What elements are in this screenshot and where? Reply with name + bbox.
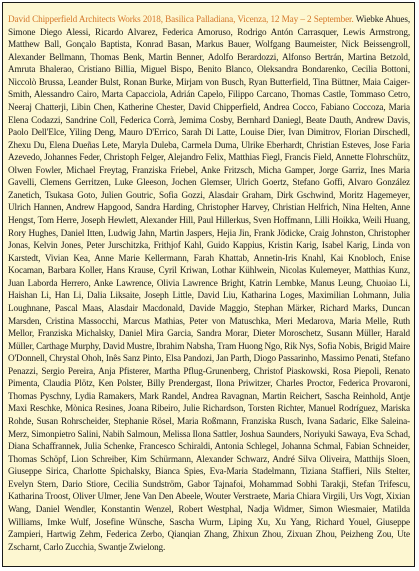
names-list: Wiebke Ahues, Simone Diego Alessi, Ricardo Alvarez, Federica Amoruso, Rodrigo Antón Carrasquer, Lewis Armstrong, Matthew Ball, Gonçalo Baptista, Konrad Basan, Markus Bauer, Wolfgang Baumeister, Nick Beissengroll, Alexander Bellmann, Thomas Benk, Martin Benner, Adolfo Berardozzi, Alfonso Bertrán, Martina Betzold, Amruta Bhalerao, Cristiano Billia, Miguel Bispo, Benito Blanco, Oleksandra Bondarenko, Cecilia Bottoni, Niccolò Brussa, Leander Bulst, Ronan Burke, Mirjam von Busch, Ryan Butterfield, Tina Büttner, Maia Caiger-Smith, Alessandro Cairo, Marta Capacciola, Adrián Capelo, Filippo Carcano, Thomas Castle, Tommaso Cetro, Neeraj Chatterji, Libin Chen, Katherine Chester, David Chipperfield, Andrea Cocco, Fabiano Coccoza, Maria Elena Codazzi, Sandrine Coll, Federica Corrà, Jemima Cosby, Bernhard Daniegl, Beate Dauth, Andrew Davis, Paolo Dell'Elce, Yiling Deng, Mauro D'Errico, Sarah Di Latte, Louise Dier, Ivan Dimitrov, Florian Dirschedl, Zhexu Du, Elena Dueñas Lete, Maryla Duleba, Carmela Duma, Ulrike Eberhardt, Christian Esteves, Jose Faria Azevedo, Johannes Feder, Christoph Felger, Alejandro Felix, Matthias Fiegl, Francis Field, Annette Flohrschütz, Olwen Fowler, Michael Freytag, Franziska Friebel, Anke Fritzsch, Micha Gamper, Jorge Garriz, Ines Maria Gavelli, Clemens Gerritzen, Luke Gleeson, Jochen Glemser, Ulrich Goertz, Stefano Goffi, Alvaro González Zanetich, Tsukasa Goto, Julien Goutric, Sofia Gozzi, Alasdair Graham, Dirk Gschwind, Moritz Hagemeyer, Ulrich Hannen, Andrew Hapgood, Sandra Harding, Christopher Harvey, Christian Helfrich, Nina Helten, Anne Hengst, Tom Herre, Joseph Hewlett, Alexander Hill, Paul Hillerkus, Sven Hoffmann, Lilli Hoikka, Weili Huang, Rory Hughes, Daniel Itten, Ludwig Jahn, Martin Jaspers, Hejia Jin, Frank Jödicke, Craig Johnston, Christopher Jonas, Kelvin Jones, Peter Jurschitzka, Frithjof Kahl, Guido Kappius, Kristin Karig, Isabel Karig, Linda von Karstedt, Vivian Kea, Anne Marie Kellermann, Farah Khattab, Annetin-Iris Knahl, Kai Knobloch, Enise Kocaman, Barbara Koller, Hans Krause, Cyril Kriwan, Lothar Kühlwein, Nicolas Kulemeyer, Matthias Kunz, Juan Laborda Herrero, Anke Lawrence, Olivia Lawrence Bright, Katrin Lembke, Manus Leung, Chuoiao Li, Haishan Li, Han Li, Dalia Liksaite, Joseph Little, David Liu, Katharina Loges, Maximilian Lohmann, Julia Loughnane, Pascal Maas, Alasdair Macdonald, Davide Maggio, Stephan Märker, Richard Marks, Duncan Marsden, Cristina Massocchi, Marcus Mathias, Peter von Matuschka, Meri Medarova, Maria Melle, Ruth Mellor, Franziska Michalsky, Daniel Mira Garcia, Sandra Morar, Dieter Moroschetz, Susann Müller, Harald Müller, Carthage Murphy, David Mustre, Ibrahim Nabsha, Tram Huong Ngo, Rik Nys, Sofia Nobis, Brigid Maire O'Donnell, Chrystal Ohoh, Inês Sanz Pinto, Elsa Pandozi, Jan Parth, Diogo Passarinho, Massimo Penati, Stefano Penazzi, Sergio Pereira, Anja Pfisterer, Martha Pflug-Grunenberg, Christof Piaskowski, Rosa Piepoli, Renato Pimenta, Claudia Plötz, Ken Polster, Billy Prendergast, Ilona Priwitzer, Charles Proctor, Federica Provaroni, Thomas Pyschny, Lydia Ramakers, Mark Randel, Andrea Ravagnan, Martin Reichert, Sascha Reinhold, Antje Maxi Reschke, Mònica Resines, Joana Ribeiro, Julie Richardson, Torsten Richter, Manuel Rodríguez, Mariska Rohde, Susan Rohrscheider, Stephanie Rösel, Maria Roßmann, Franziska Rusch, Ivana Sadaric, Elke Saleina-Merz, Simonpietro Salini, Nabih Salmoun, Melissa Ilona Sattler, Joshua Saunders, Noriyuki Sawaya, Eva Schad, Diana Schaffrannek, Julia Schenke, Francesco Schiraldi, Antonia Schlegel, Johanna Schmal, Fabian Schneider, Thomas Schöpf, Lion Schreiber, Kim Schürmann, Alexander Schwarz, André Silva Oliveira, Matthijs Sloen, Giuseppe Sirica, Charlotte Spichalsky, Bianca Spies, Eva-Maria Stadelmann, Tiziana Staffieri, Nils Stelter, Evelyn Stern, Dario Stiore, Cecilia Sundström, Gabor Tajnafoi, Mohammad Sobhi Tarakji, Stefan Trifescu, Katharina Troost, Oliver Ulmer, Jene Van Den Abeele, Wouter Verstraete, Maria Chiara Virgili, Urs Vogt, Xixian Wang, Daniel Wendler, Konstantin Wenzel, Robert Westphal, Nadja Widmer, Simon Wiesmaier, Matilda Williams, Imke Wulf, Josefine Wünsche, Sascha Wurm, Liping Xu, Xu Yang, Richard Youel, Giuseppe Zampieri, Hartwig Zehm, Federica Zerbo, Qianqian Zhang, Zhixun Zhou, Zixuan Zhou, Peizheng Zou, Ute Zscharnt, Carlo Zucchia, Swantje Zwielong. (8, 14, 410, 552)
document-page (2, 2, 415, 567)
exhibition-heading: David Chipperfield Architects Works 2018, Basilica Palladiana, Vicenza, 12 May – 2 September. (8, 14, 354, 24)
credits-text (8, 13, 410, 553)
